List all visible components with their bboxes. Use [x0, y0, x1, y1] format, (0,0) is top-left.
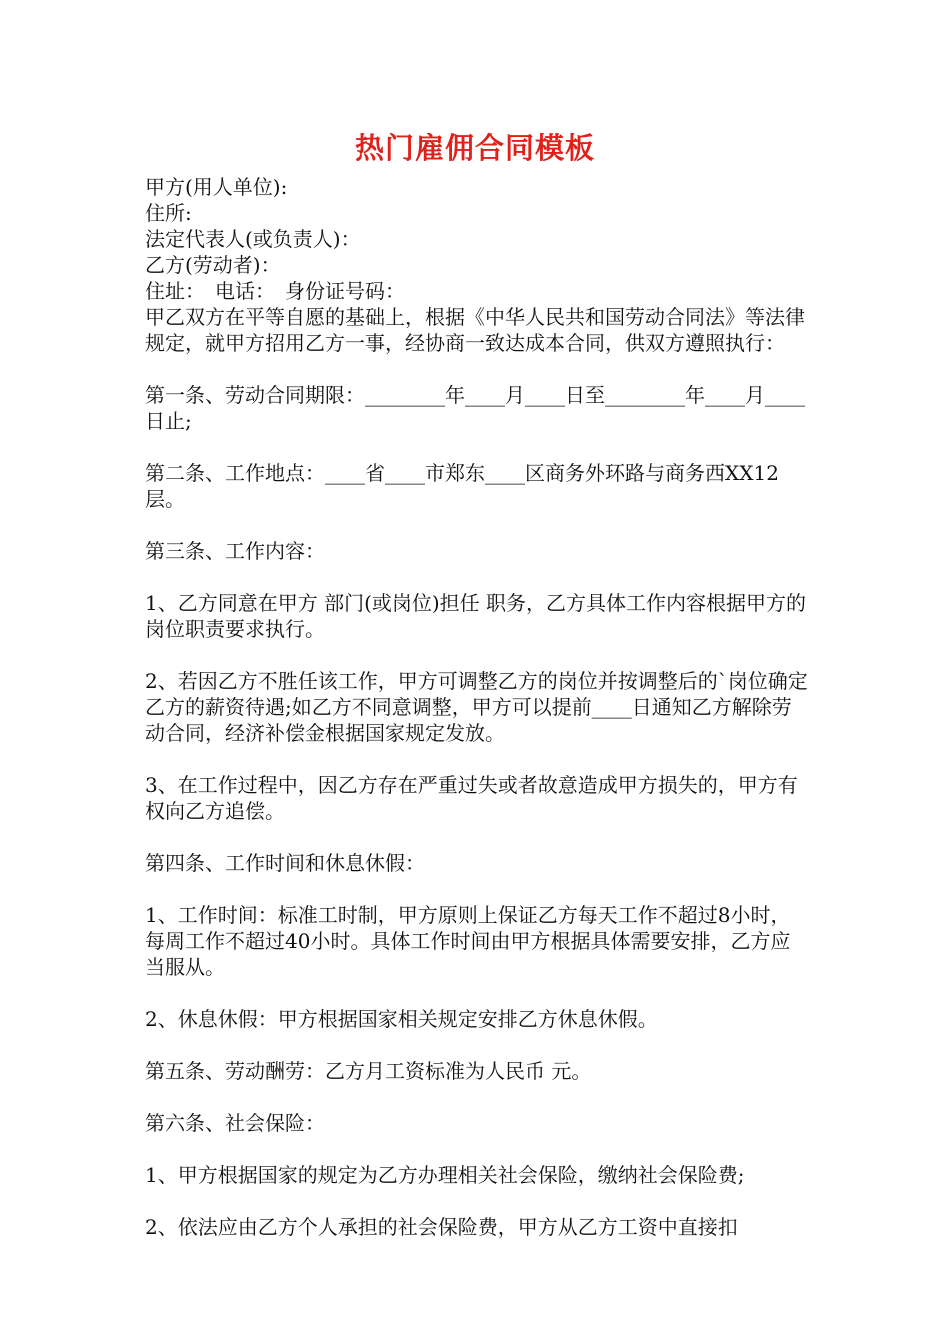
article-3-clause-2: 2、若因乙方不胜任该工作，甲方可调整乙方的岗位并按调整后的`岗位确定乙方的薪资待遇;如乙方不同意调整，甲方可以提前____日通知乙方解除劳动合同，经济补偿金根据国家规定发放。 [145, 669, 808, 745]
article-1-term: 第一条、劳动合同期限：________年____月____日至________年____月____日止; [145, 383, 805, 433]
contact-info-line: 住址： 电话： 身份证号码： [145, 279, 405, 303]
article-6-clause-1: 1、甲方根据国家的规定为乙方办理相关社会保险，缴纳社会保险费; [145, 1163, 745, 1187]
article-3-clause-3: 3、在工作过程中，因乙方存在严重过失或者故意造成甲方损失的，甲方有权向乙方追偿。 [145, 773, 798, 823]
article-4-clause-1: 1、工作时间：标准工时制，甲方原则上保证乙方每天工作不超过8小时，每周工作不超过40小时。具体工作时间由甲方根据具体需要安排，乙方应当服从。 [145, 903, 791, 979]
address-line: 住所: [145, 201, 192, 225]
document-title: 热门雇佣合同模板 [354, 131, 595, 165]
article-2-location: 第二条、工作地点：____省____市郑东____区商务外环路与商务西XX12层。 [145, 461, 779, 511]
contract-body [145, 174, 810, 1240]
article-4-clause-2: 2、休息休假：甲方根据国家相关规定安排乙方休息休假。 [145, 1007, 658, 1031]
article-3-clause-1: 1、乙方同意在甲方 部门(或岗位)担任 职务，乙方具体工作内容根据甲方的岗位职责要求执行。 [145, 591, 807, 641]
article-3-heading: 第三条、工作内容： [145, 539, 325, 563]
article-5-salary: 第五条、劳动酬劳：乙方月工资标准为人民币 元。 [145, 1059, 592, 1083]
article-4-heading: 第四条、工作时间和休息休假： [145, 851, 425, 875]
article-6-heading: 第六条、社会保险： [145, 1111, 325, 1135]
party-b-line: 乙方(劳动者)： [145, 253, 281, 277]
legal-representative-line: 法定代表人(或负责人)： [145, 227, 361, 251]
article-6-clause-2: 2、依法应由乙方个人承担的社会保险费，甲方从乙方工资中直接扣 [145, 1215, 738, 1239]
party-a-line: 甲方(用人单位): [145, 175, 288, 199]
preamble-paragraph: 甲乙双方在平等自愿的基础上，根据《中华人民共和国劳动合同法》等法律规定，就甲方招用乙方一事，经协商一致达成本合同，供双方遵照执行： [145, 305, 805, 355]
